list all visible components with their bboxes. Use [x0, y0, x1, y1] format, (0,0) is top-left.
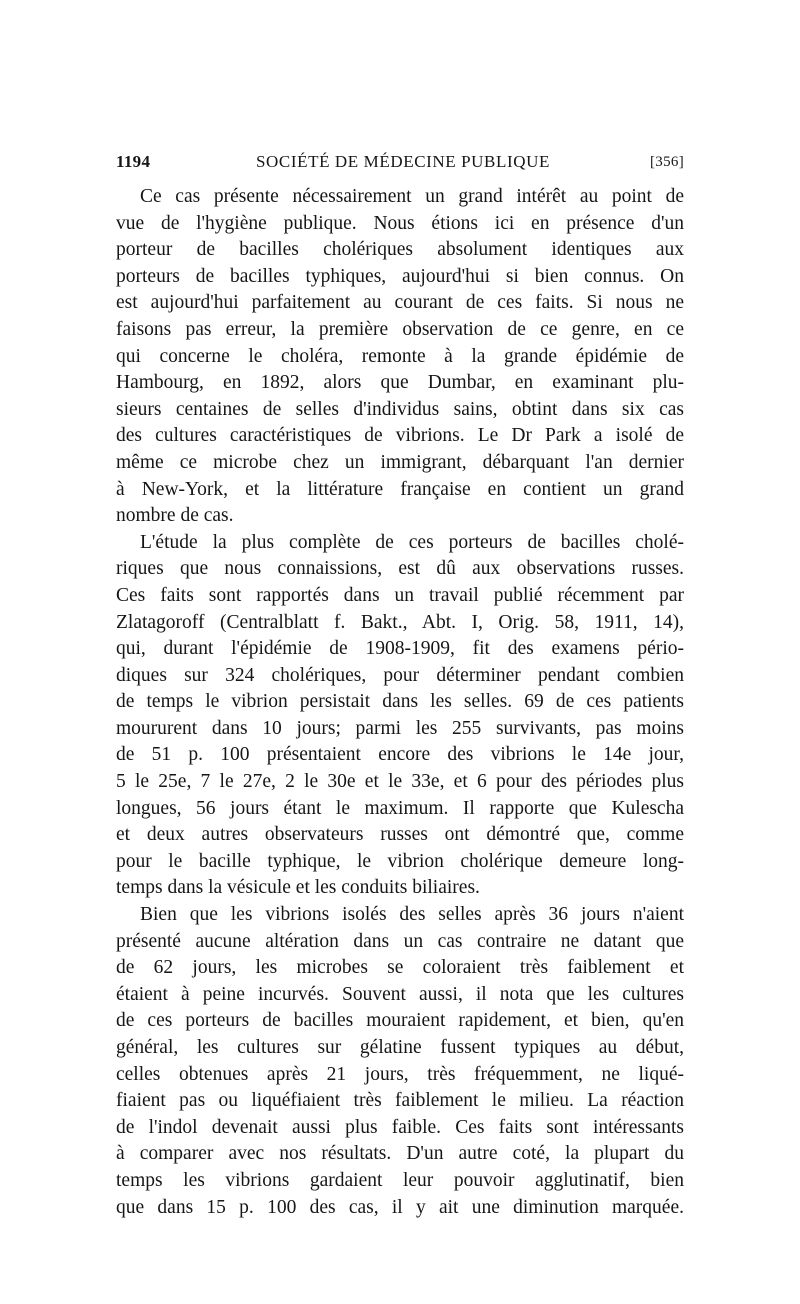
text-line: des cultures caractéristiques de vibrions. Le Dr Park a isolé de [116, 425, 684, 447]
text-line: général, les cultures sur gélatine fussent typiques au début, [116, 1037, 684, 1058]
text-line: Hambourg, en 1892, alors que Dumbar, en examinant plu- [116, 372, 684, 394]
text-line: L'étude la plus complète de ces porteurs de bacilles cholé- [140, 531, 684, 553]
text-line: à New-York, et la littérature française en contient un grand [116, 478, 684, 500]
text-line: 5 le 25e, 7 le 27e, 2 le 30e et le 33e, et 6 pour des périodes plus [116, 771, 684, 793]
text-line: longues, 56 jours étant le maximum. Il rapporte que Kulescha [116, 797, 684, 819]
text-line: de 51 p. 100 présentaient encore des vibrions le 14e jour, [116, 744, 684, 766]
page-number: 1194 [116, 152, 151, 171]
text-line: celles obtenues après 21 jours, très fréquemment, ne liqué- [116, 1063, 684, 1085]
paragraph [116, 902, 684, 1221]
text-line: vue de l'hygiène publique. Nous étions ici en présence d'un [116, 212, 684, 234]
text-line: étaient à peine incurvés. Souvent aussi, il nota que les cultures [116, 983, 684, 1005]
text-line: est aujourd'hui parfaitement au courant de ces faits. Si nous ne [116, 292, 684, 314]
text-line: de 62 jours, les microbes se coloraient très faiblement et [116, 957, 684, 979]
text-line: Bien que les vibrions isolés des selles après 36 jours n'aient [140, 904, 684, 926]
text-line: diques sur 324 cholériques, pour déterminer pendant combien [116, 664, 684, 686]
journal-title: SOCIÉTÉ DE MÉDECINE PUBLIQUE [256, 152, 550, 171]
text-line: Zlatagoroff (Centralblatt f. Bakt., Abt. I, Orig. 58, 1911, 14), [116, 611, 684, 633]
text-line: moururent dans 10 jours; parmi les 255 survivants, pas moins [116, 717, 684, 739]
paragraph [116, 530, 684, 902]
text-line: à comparer avec nos résultats. D'un autre coté, la plupart du [116, 1143, 684, 1165]
text-line: pour le bacille typhique, le vibrion cholérique demeure long- [116, 850, 684, 872]
section-number: [356] [650, 154, 684, 170]
text-line: de l'indol devenait aussi plus faible. Ces faits sont intéressants [116, 1116, 684, 1138]
text-line: que dans 15 p. 100 des cas, il y ait une diminution marquée. [116, 1196, 684, 1218]
text-line: temps dans la vésicule et les conduits biliaires. [116, 877, 480, 899]
text-line: fiaient pas ou liquéfiaient très faiblement le milieu. La réaction [116, 1090, 684, 1112]
text-line: qui, durant l'épidémie de 1908-1909, fit des examens pério- [116, 638, 684, 660]
text-line: nombre de cas. [116, 505, 234, 527]
text-line: de temps le vibrion persistait dans les selles. 69 de ces patients [116, 691, 684, 713]
text-line: qui concerne le choléra, remonte à la grande épidémie de [116, 345, 684, 367]
text-line: présenté aucune altération dans un cas contraire ne datant que [116, 930, 684, 952]
text-line: Ces faits sont rapportés dans un travail publié récemment par [116, 584, 684, 606]
text-line: Ce cas présente nécessairement un grand intérêt au point de [140, 186, 684, 207]
text-line: porteurs de bacilles typhiques, aujourd'hui si bien connus. On [116, 265, 684, 287]
running-head [116, 150, 684, 174]
text-line: de ces porteurs de bacilles mouraient rapidement, et bien, qu'en [116, 1010, 684, 1032]
text-line: porteur de bacilles cholériques absolument identiques aux [116, 239, 684, 261]
text-line: riques que nous connaissions, est dû aux observations russes. [116, 558, 684, 580]
text-line: sieurs centaines de selles d'individus sains, obtint dans six cas [116, 398, 684, 420]
text-line: faisons pas erreur, la première observation de ce genre, en ce [116, 318, 684, 340]
text-line: même ce microbe chez un immigrant, débarquant l'an dernier [116, 451, 684, 473]
paragraph [116, 184, 684, 530]
body-text [116, 184, 684, 1221]
text-line: temps les vibrions gardaient leur pouvoir agglutinatif, bien [116, 1169, 684, 1191]
text-line: et deux autres observateurs russes ont démontré que, comme [116, 824, 684, 846]
